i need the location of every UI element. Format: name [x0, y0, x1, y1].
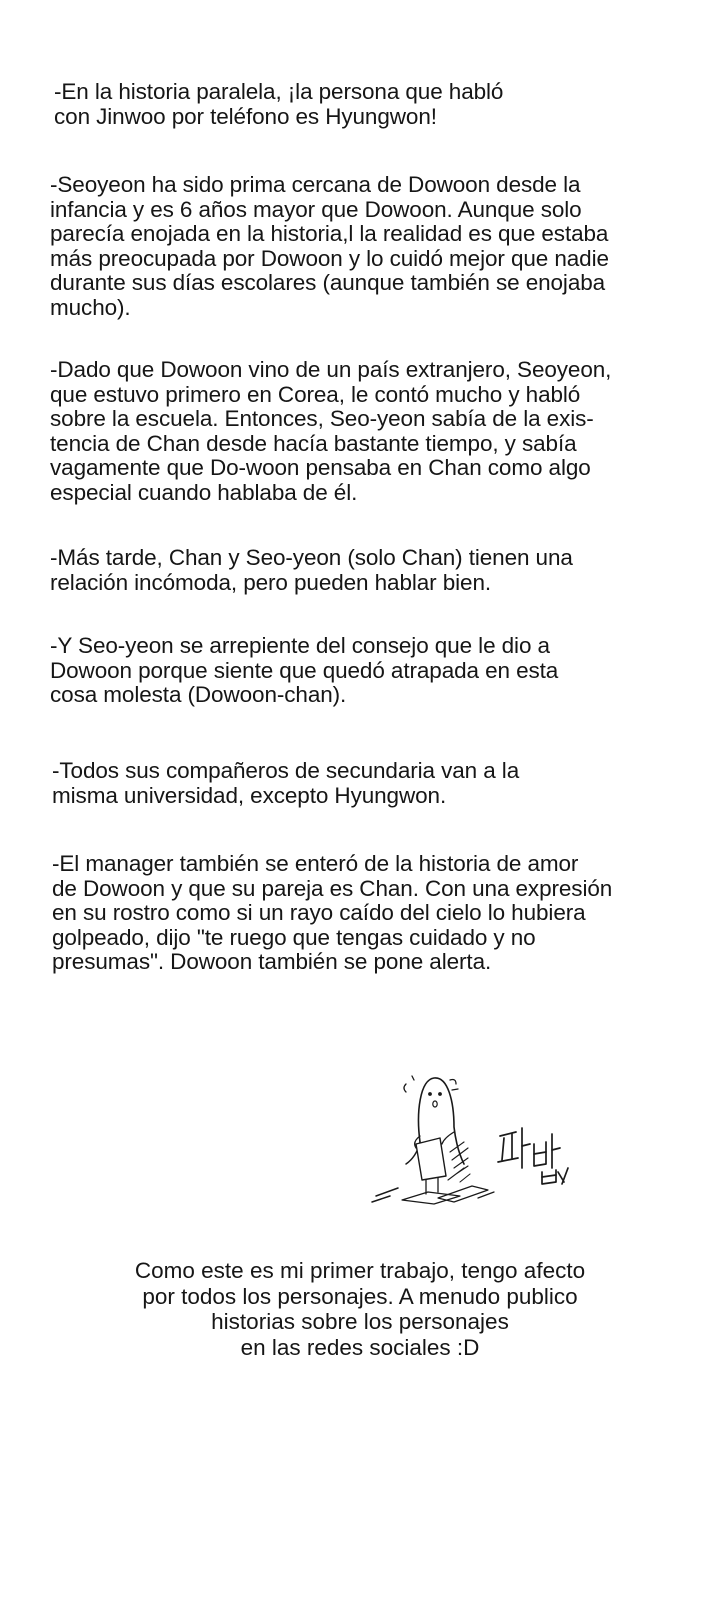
note-seoyeon-regret: -Y Seo-yeon se arrepiente del consejo que le dio a Dowoon porque siente que quedó atrapada en esta cosa molesta (Dowoon-chan). — [50, 633, 559, 708]
note-manager-learned: -El manager también se enteró de la historia de amor de Dowoon y que su pareja es Chan. Con una expresión en su rostro como si un rayo caído del cielo lo hubiera golpeado, dijo "te ruego que tengas cuidado y no presumas". Dowoon también se pone alerta. — [52, 851, 613, 975]
note-parallel-story: -En la historia paralela, ¡la persona que habló con Jinwoo por teléfono es Hyungwon! — [54, 79, 504, 129]
note-seoyeon-cousin: -Seoyeon ha sido prima cercana de Dowoon desde la infancia y es 6 años mayor que Dowoon. Aunque solo parecía enojada en la historia,l la realidad es que estaba más preocupada por Dowoon y lo cuidó mejor que nadie durante sus días escolares (aunque también se enojaba mucho). — [50, 172, 609, 320]
note-same-university: -Todos sus compañeros de secundaria van a la misma universidad, excepto Hyungwon. — [52, 758, 520, 808]
closing-message: Como este es mi primer trabajo, tengo afecto por todos los personajes. A menudo publico historias sobre los personajes en las redes sociales :D — [134, 1258, 586, 1360]
ghost-character-holding-paper-icon — [368, 1072, 598, 1232]
note-chan-seoyeon-relation: -Más tarde, Chan y Seo-yeon (solo Chan) tienen una relación incómoda, pero pueden hablar bien. — [50, 545, 573, 595]
note-dowoon-foreign-country: -Dado que Dowoon vino de un país extranjero, Seoyeon, que estuvo primero en Corea, le contó mucho y habló sobre la escuela. Entonces, Seo-yeon sabía de la exis- tencia de Chan desde hacía bastante tiempo, y sabía vagamente que Do-woon pensaba en Chan como algo especial cuando hablaba de él. — [50, 357, 612, 505]
